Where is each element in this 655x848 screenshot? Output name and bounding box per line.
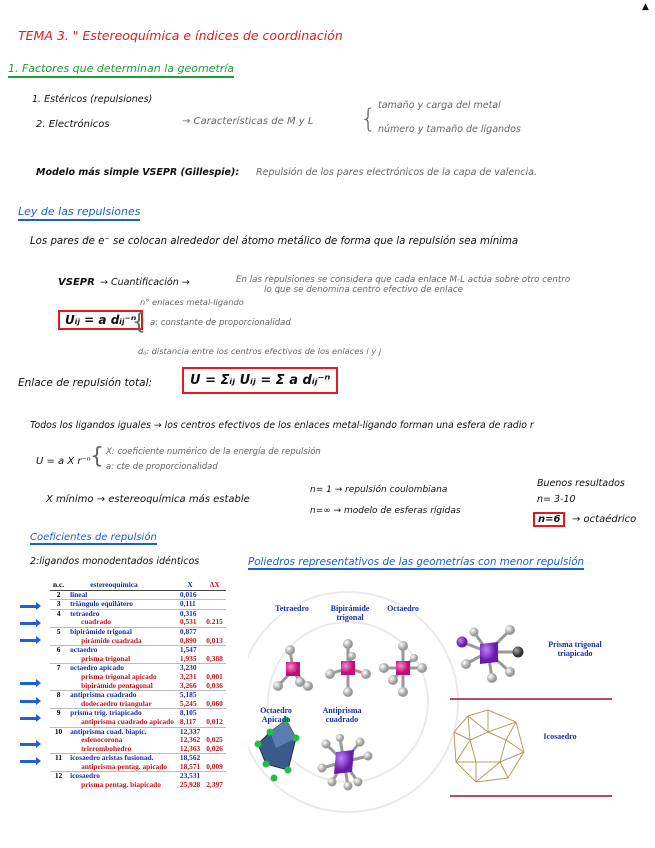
arrow-marker bbox=[20, 605, 38, 608]
stereochem-cell: octaedro bbox=[70, 645, 98, 655]
stereochem-cell: triángulo equilátero bbox=[70, 599, 133, 609]
factor-item-1: 1. Estéricos (repulsiones) bbox=[32, 94, 153, 105]
n-note: n° enlaces metal-ligando bbox=[140, 297, 244, 307]
model-description: Repulsión de los pares electrónicos de la capa de valencia. bbox=[256, 167, 537, 178]
octahedral-text: → octaédrico bbox=[572, 514, 637, 525]
characteristics-text: → Características de M y L bbox=[182, 116, 314, 127]
label-capped-octahedron: Octaedro Apicado bbox=[260, 706, 292, 724]
stereochem-cell: pirámide cuadrada bbox=[81, 635, 142, 645]
nc-cell bbox=[50, 781, 67, 790]
stereochem-cell: bipirámide trigonal bbox=[70, 626, 132, 636]
x-cell: 3,230 bbox=[179, 663, 197, 673]
dx-cell: 0.215 bbox=[206, 617, 223, 627]
stereochem-cell: trirrombohedro bbox=[81, 743, 132, 753]
label-icosahedron: Icosaedro bbox=[543, 732, 577, 741]
nc-cell: 10 bbox=[54, 726, 63, 736]
nc-cell bbox=[50, 673, 67, 682]
nc-cell: 12 bbox=[54, 771, 63, 781]
x-cell: 0,316 bbox=[179, 608, 197, 618]
x-cell: 12,362 bbox=[179, 735, 201, 745]
char-metal: tamaño y carga del metal bbox=[378, 100, 501, 111]
dx-cell: 0,060 bbox=[206, 698, 223, 708]
stereochem-cell: tetraedro bbox=[70, 608, 100, 618]
stereochem-cell: prisma trig. triapicado bbox=[70, 708, 142, 718]
dx-cell: 0,026 bbox=[206, 743, 223, 753]
x-cell: 0,877 bbox=[179, 626, 197, 636]
arrow-marker bbox=[20, 760, 38, 763]
n-range-text: n= 3-10 bbox=[537, 494, 576, 505]
x-cell: 18,562 bbox=[179, 753, 201, 763]
x-cell: 0,111 bbox=[179, 599, 196, 609]
icosahedron-model bbox=[454, 710, 524, 782]
nc-cell: 11 bbox=[55, 753, 63, 763]
arrow-marker bbox=[20, 622, 38, 625]
table-row bbox=[50, 718, 226, 727]
label-trigonal-bipyramid: Bipirámide trigonal bbox=[330, 604, 370, 622]
stereochem-cell: prisma trigonal bbox=[81, 653, 131, 663]
page-title: TEMA 3. " Estereoquímica e índices de coordinación bbox=[18, 28, 343, 43]
nc-cell: 9 bbox=[56, 708, 61, 718]
col-header-nc: n.c. bbox=[53, 580, 65, 589]
capped-octahedron-model bbox=[255, 717, 300, 782]
stereochem-cell: esfenocorona bbox=[81, 735, 123, 745]
stereochem-cell: prisma pentag. biapicado bbox=[81, 780, 161, 790]
stereochem-cell: antiprisma cuad. biapic. bbox=[70, 726, 147, 736]
stereochem-cell: icosaedro aristas fusionad. bbox=[70, 753, 154, 763]
label-tricapped-trigonal-prism: Prisma trigonal triapicado bbox=[548, 640, 602, 658]
char-ligand: número y tamaño de ligandos bbox=[378, 124, 521, 135]
d-note: dᵢⱼ: distancia entre los centros efectivos de los enlaces i y j bbox=[138, 346, 382, 356]
nc-cell bbox=[50, 736, 67, 745]
nc-cell: 2 bbox=[56, 589, 61, 599]
brace: { bbox=[360, 104, 377, 134]
cuantificacion-desc-1: En las repulsiones se considera que cada enlace M-L actúa sobre otro centro bbox=[236, 275, 571, 285]
trigonal-bipyramid-model bbox=[325, 639, 371, 697]
dx-cell: 0,012 bbox=[206, 716, 223, 726]
u-formula: U = a X r⁻ⁿ bbox=[36, 456, 91, 467]
label-square-antiprism: Antiprisma cuadrado bbox=[322, 706, 362, 724]
x-cell: 5,185 bbox=[179, 690, 197, 700]
section1-heading: 1. Factores que determinan la geometría bbox=[8, 62, 234, 78]
dx-cell: 2,397 bbox=[206, 780, 223, 790]
stereochem-cell: lineal bbox=[70, 589, 88, 599]
label-tetrahedron: Tetraedro bbox=[275, 604, 309, 613]
x-cell: 23,531 bbox=[179, 771, 201, 781]
dx-cell: 0,025 bbox=[206, 735, 223, 745]
stereochem-cell: icosaedro bbox=[70, 771, 100, 781]
stereochem-cell: octaedro apicado bbox=[70, 663, 124, 673]
stereochem-cell: prisma trigonal apicado bbox=[81, 671, 157, 681]
arrow-marker bbox=[20, 743, 38, 746]
table-row bbox=[50, 781, 226, 790]
octahedron-model bbox=[379, 641, 427, 697]
dx-cell: 0,013 bbox=[206, 635, 223, 645]
n6-box: n=6 bbox=[533, 512, 565, 527]
section4-heading: Poliedros representativos de las geometrías con menor repulsión bbox=[248, 556, 585, 568]
x-cell: 25,928 bbox=[179, 780, 201, 790]
arrow-marker bbox=[20, 639, 38, 642]
col-header-stereochem: estereoquímica bbox=[90, 580, 138, 589]
x-cell: 18,571 bbox=[179, 761, 201, 771]
brace-2: { bbox=[132, 310, 146, 335]
a2-note: a: cte de proporcionalidad bbox=[106, 462, 218, 472]
equal-ligands-text: Todos los ligandos iguales → los centros efectivos de los enlaces metal-ligando forman una esfera de radio r bbox=[30, 420, 534, 431]
arrow-marker bbox=[20, 700, 38, 703]
col-header-x: X bbox=[187, 580, 193, 589]
tetrahedron-model bbox=[273, 645, 313, 691]
page-corner-mark: ▲ bbox=[642, 2, 649, 12]
stereochem-cell: antiprisma cuadrado bbox=[70, 690, 137, 700]
repulsion-coefficients-table bbox=[50, 581, 226, 790]
x-cell: 1,547 bbox=[179, 645, 197, 655]
vsepr-label: VSEPR bbox=[58, 277, 95, 288]
label-octahedron: Octaedro bbox=[387, 604, 419, 613]
stereochem-cell: dodecaedro triangular bbox=[81, 698, 152, 708]
a-note: a: constante de proporcionalidad bbox=[150, 318, 291, 328]
dx-cell: 0,036 bbox=[206, 680, 223, 690]
dx-cell bbox=[203, 600, 226, 610]
x-note: X: coeficiente numérico de la energía de repulsión bbox=[106, 447, 321, 457]
x-minimum-text: X mínimo → estereoquímica más estable bbox=[46, 494, 250, 505]
n1-text: n= 1 → repulsión coulombiana bbox=[310, 485, 448, 495]
pair-repulsion-formula: Uᵢⱼ = a dᵢⱼ⁻ⁿ bbox=[58, 310, 143, 330]
arrow-marker bbox=[20, 717, 38, 720]
nc-cell: 7 bbox=[56, 663, 61, 673]
dx-cell: 0,001 bbox=[206, 671, 223, 681]
cuantificacion-desc-2: lo que se denomina centro efectivo de enlace bbox=[264, 285, 463, 295]
x-cell: 8,105 bbox=[179, 708, 197, 718]
dx-cell: 0,388 bbox=[206, 653, 223, 663]
x-cell: 8,117 bbox=[179, 716, 197, 726]
table-row bbox=[50, 600, 226, 610]
total-repulsion-formula: U = Σᵢⱼ Uᵢⱼ = Σ a dᵢⱼ⁻ⁿ bbox=[182, 367, 338, 394]
x-cell: 12,337 bbox=[179, 726, 201, 736]
ninf-text: n=∞ → modelo de esferas rígidas bbox=[310, 506, 461, 516]
table-row bbox=[50, 609, 226, 618]
x-cell: 0,016 bbox=[179, 589, 197, 599]
x-cell: 0,531 bbox=[179, 617, 197, 627]
section3-heading: Coeficientes de repulsión bbox=[30, 532, 157, 543]
factor-item-2: 2. Electrónicos bbox=[36, 119, 110, 130]
tricapped-trigonal-prism-model bbox=[457, 625, 524, 683]
repulsion-statement: Los pares de e⁻ se colocan alrededor del átomo metálico de forma que la repulsión sea mínima bbox=[30, 236, 519, 247]
good-results-text: Buenos resultados bbox=[537, 478, 625, 489]
nc-cell: 4 bbox=[56, 608, 61, 618]
x-cell: 5,245 bbox=[179, 698, 197, 708]
table-row bbox=[50, 646, 226, 655]
x-cell: 3,266 bbox=[179, 680, 197, 690]
nc-cell: 5 bbox=[56, 626, 61, 636]
cuantificacion-label: → Cuantificación → bbox=[100, 277, 190, 288]
total-repulsion-label: Enlace de repulsión total: bbox=[18, 377, 153, 389]
nc-cell: 6 bbox=[56, 645, 61, 655]
dx-cell: 0,009 bbox=[206, 761, 223, 771]
arrow-marker bbox=[20, 682, 38, 685]
stereochem-cell: antiprisma cuadrado apicado bbox=[81, 716, 174, 726]
section3-subheading: 2:ligandos monodentados idénticos bbox=[30, 556, 200, 567]
nc-cell: 3 bbox=[56, 599, 61, 609]
dx-cell bbox=[203, 590, 226, 600]
section2-heading: Ley de las repulsiones bbox=[18, 205, 140, 221]
col-header-dx: ΔX bbox=[209, 580, 220, 589]
x-cell: 1,935 bbox=[179, 653, 197, 663]
x-cell: 3,231 bbox=[179, 671, 197, 681]
model-label: Modelo más simple VSEPR (Gillespie): bbox=[36, 167, 240, 178]
nc-cell: 8 bbox=[56, 690, 61, 700]
x-cell: 12,363 bbox=[179, 743, 201, 753]
x-cell: 0,890 bbox=[179, 635, 197, 645]
stereochem-cell: bipirámide pentagonal bbox=[81, 680, 153, 690]
brace-3: { bbox=[90, 444, 104, 469]
stereochem-cell: cuadrado bbox=[81, 617, 112, 627]
background-watermark bbox=[248, 592, 458, 812]
nc-cell bbox=[50, 718, 67, 727]
stereochem-cell: antiprisma pentag. apicado bbox=[81, 761, 168, 771]
